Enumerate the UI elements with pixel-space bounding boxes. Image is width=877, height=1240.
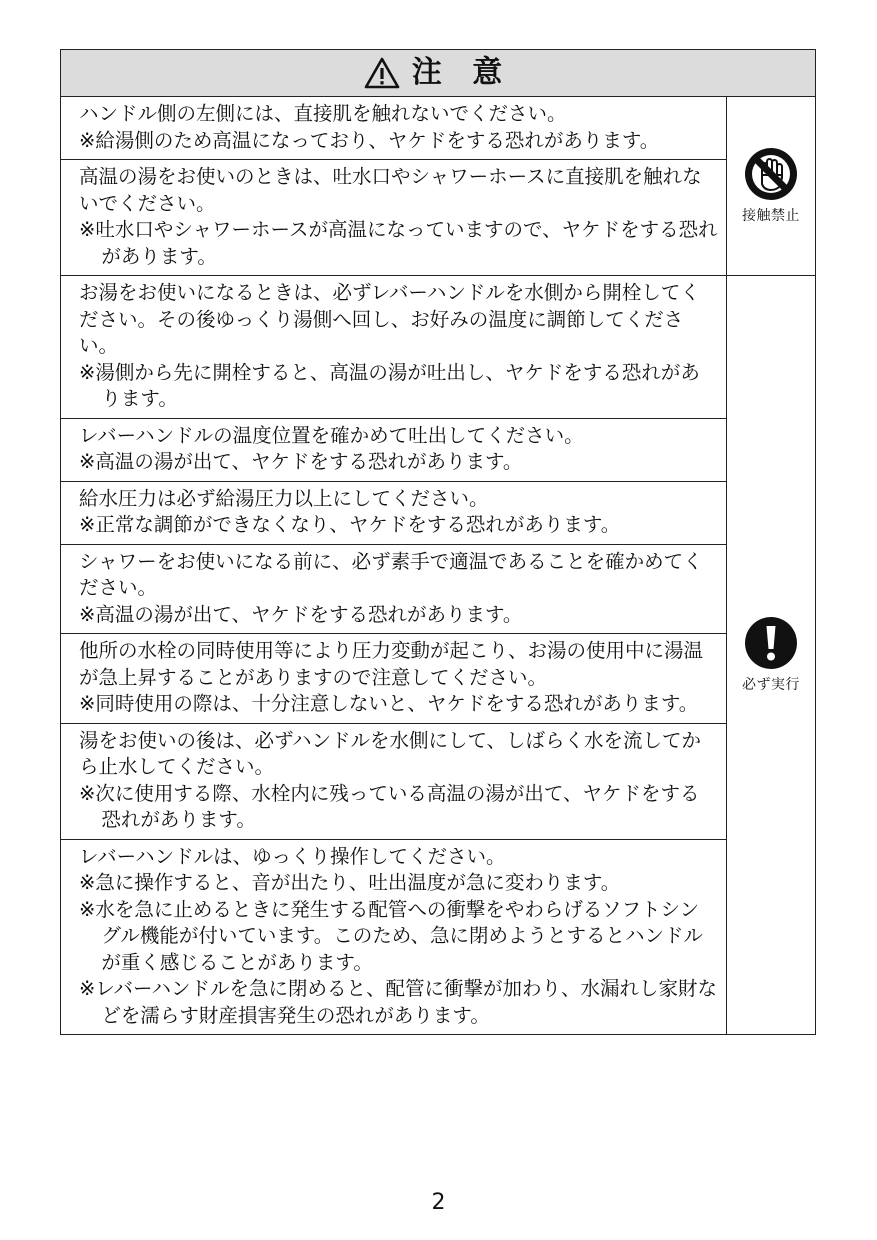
- item-note: ※急に操作すると、音が出たり、吐出温度が急に変わります。: [79, 871, 621, 894]
- caution-item: [61, 160, 726, 275]
- item-main-text: 他所の水栓の同時使用等により圧力変動が起こり、お湯の使用中に湯温が急上昇することがありますので注意してください。: [79, 639, 704, 689]
- caution-header: [61, 50, 815, 97]
- item-note: ※レバーハンドルを急に閉めると、配管に衝撃が加わり、水漏れし家財などを濡らす財産損害発生の恐れがあります。: [79, 977, 717, 1027]
- mandatory-action-icon: [744, 616, 798, 670]
- item-main-text: お湯をお使いになるときは、必ずレバーハンドルを水側から開栓してください。その後ゆっくり湯側へ回し、お好みの温度に調節してください。: [79, 281, 700, 357]
- mandatory-badge: [727, 276, 815, 1034]
- mandatory-label: 必ず実行: [742, 677, 800, 693]
- item-main-text: 高温の湯をお使いのときは、吐水口やシャワーホースに直接肌を触れないでください。: [79, 165, 702, 215]
- item-note: ※正常な調節ができなくなり、ヤケドをする恐れがあります。: [79, 513, 621, 536]
- item-main-text: ハンドル側の左側には、直接肌を触れないでください。: [79, 102, 567, 125]
- item-main-text: 給水圧力は必ず給湯圧力以上にしてください。: [79, 486, 489, 510]
- item-main-text: シャワーをお使いになる前に、必ず素手で適温であることを確かめてください。: [79, 549, 703, 599]
- section-items: [61, 97, 727, 275]
- caution-title: 注 意: [411, 55, 513, 90]
- item-main-text: レバーハンドルは、ゆっくり操作してください。: [79, 844, 506, 868]
- caution-item: [61, 276, 726, 419]
- no-touch-badge: [727, 97, 815, 275]
- caution-item: [61, 545, 726, 635]
- caution-item: [61, 482, 726, 545]
- caution-item: [61, 97, 726, 160]
- item-note: ※水を急に止めるときに発生する配管への衝撃をやわらげるソフトシングル機能が付いています。このため、急に閉めようとするとハンドルが重く感じることがあります。: [79, 897, 703, 974]
- page-number: 2: [431, 1190, 446, 1215]
- item-main-text: 湯をお使いの後は、必ずハンドルを水側にして、しばらく水を流してから止水してください。: [79, 728, 702, 778]
- caution-item: [61, 419, 726, 482]
- item-note: ※高温の湯が出て、ヤケドをする恐れがあります。: [79, 450, 523, 473]
- section-items: [61, 276, 727, 1034]
- item-note: ※高温の湯が出て、ヤケドをする恐れがあります。: [79, 602, 523, 626]
- item-note: ※次に使用する際、水栓内に残っている高温の湯が出て、ヤケドをする恐れがあります。: [79, 781, 700, 831]
- item-main-text: レバーハンドルの温度位置を確かめて吐出してください。: [79, 423, 584, 447]
- warning-triangle-icon: [364, 57, 400, 89]
- caution-item: [61, 634, 726, 724]
- item-note: ※給湯側のため高温になっており、ヤケドをする恐れがあります。: [79, 128, 660, 152]
- item-note: ※湯側から先に開栓すると、高温の湯が吐出し、ヤケドをする恐れがあります。: [79, 360, 700, 410]
- section-no-touch: [61, 97, 815, 276]
- item-note: ※同時使用の際は、十分注意しないと、ヤケドをする恐れがあります。: [79, 692, 699, 715]
- section-mandatory: [61, 276, 815, 1034]
- caution-item: [61, 840, 726, 1035]
- caution-item: [61, 724, 726, 840]
- no-touch-label: 接触禁止: [742, 208, 800, 224]
- no-touch-icon: [744, 147, 798, 201]
- caution-box: [60, 49, 816, 1035]
- item-note: ※吐水口やシャワーホースが高温になっていますので、ヤケドをする恐れがあります。: [79, 218, 718, 268]
